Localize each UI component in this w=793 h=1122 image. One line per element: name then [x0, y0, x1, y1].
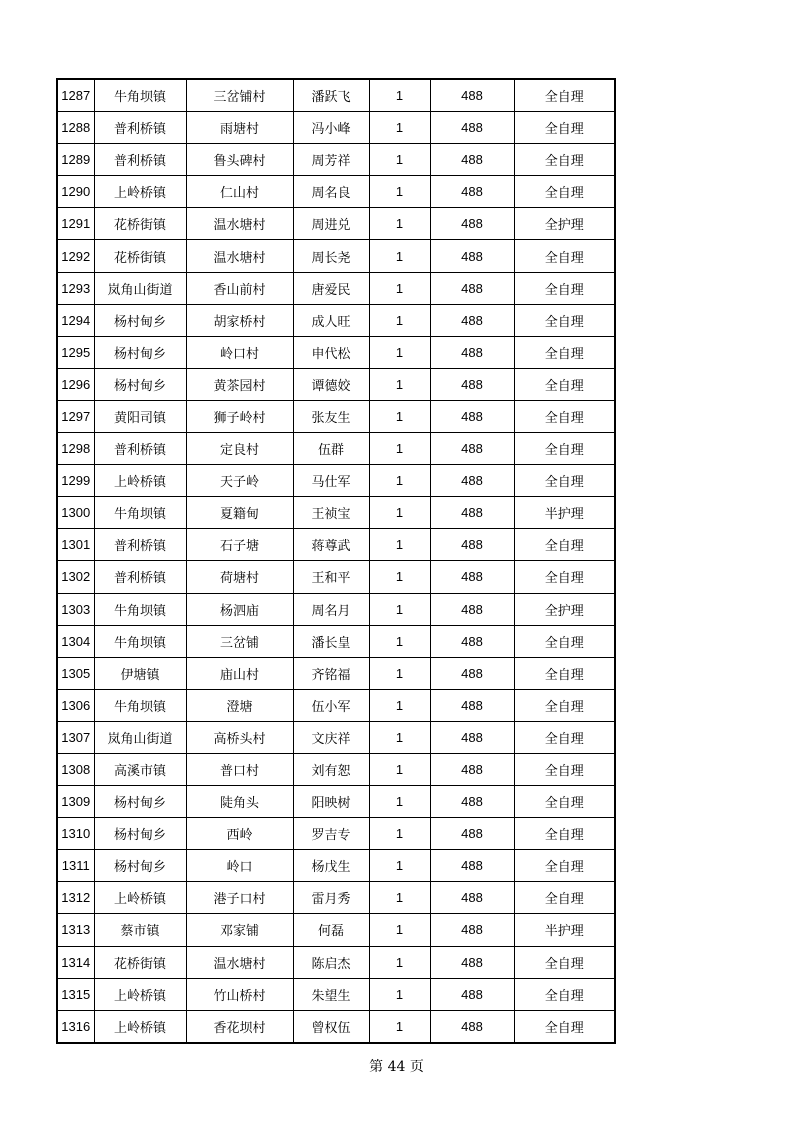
cell-name: 周名良: [293, 176, 369, 208]
cell-count: 1: [369, 625, 430, 657]
table-row: [57, 689, 615, 721]
cell-row-number: 1301: [57, 529, 94, 561]
cell-count: 1: [369, 657, 430, 689]
cell-town: 杨村甸乡: [94, 304, 186, 336]
cell-care-level: 全自理: [514, 144, 615, 176]
cell-village: 澄塘: [186, 689, 293, 721]
cell-village: 西岭: [186, 818, 293, 850]
cell-amount: 488: [430, 753, 514, 785]
table-row: [57, 433, 615, 465]
cell-care-level: 全自理: [514, 786, 615, 818]
cell-amount: 488: [430, 144, 514, 176]
cell-town: 上岭桥镇: [94, 176, 186, 208]
cell-town: 牛角坝镇: [94, 625, 186, 657]
cell-village: 香花坝村: [186, 1010, 293, 1043]
table-body: [57, 79, 615, 1043]
cell-care-level: 半护理: [514, 497, 615, 529]
table-row: [57, 946, 615, 978]
table-row: [57, 400, 615, 432]
cell-count: 1: [369, 721, 430, 753]
cell-village: 岭口村: [186, 336, 293, 368]
cell-care-level: 全自理: [514, 176, 615, 208]
cell-care-level: 全自理: [514, 433, 615, 465]
cell-amount: 488: [430, 433, 514, 465]
cell-count: 1: [369, 240, 430, 272]
cell-town: 上岭桥镇: [94, 882, 186, 914]
cell-care-level: 全自理: [514, 625, 615, 657]
cell-care-level: 全自理: [514, 561, 615, 593]
cell-count: 1: [369, 818, 430, 850]
cell-row-number: 1315: [57, 978, 94, 1010]
table-row: [57, 79, 615, 112]
cell-row-number: 1298: [57, 433, 94, 465]
cell-amount: 488: [430, 946, 514, 978]
table-row: [57, 753, 615, 785]
cell-name: 周长尧: [293, 240, 369, 272]
cell-row-number: 1316: [57, 1010, 94, 1043]
cell-amount: 488: [430, 79, 514, 112]
cell-town: 杨村甸乡: [94, 368, 186, 400]
table-row: [57, 1010, 615, 1043]
cell-village: 定良村: [186, 433, 293, 465]
cell-amount: 488: [430, 882, 514, 914]
table-row: [57, 914, 615, 946]
cell-village: 三岔铺: [186, 625, 293, 657]
cell-village: 胡家桥村: [186, 304, 293, 336]
cell-care-level: 全自理: [514, 304, 615, 336]
cell-village: 夏籍甸: [186, 497, 293, 529]
table-row: [57, 368, 615, 400]
cell-village: 荷塘村: [186, 561, 293, 593]
cell-village: 杨泗庙: [186, 593, 293, 625]
cell-town: 花桥街镇: [94, 946, 186, 978]
table-row: [57, 657, 615, 689]
cell-count: 1: [369, 433, 430, 465]
cell-care-level: 全自理: [514, 657, 615, 689]
cell-care-level: 全自理: [514, 753, 615, 785]
cell-amount: 488: [430, 112, 514, 144]
cell-amount: 488: [430, 529, 514, 561]
cell-village: 鲁头碑村: [186, 144, 293, 176]
cell-name: 何磊: [293, 914, 369, 946]
cell-row-number: 1299: [57, 465, 94, 497]
cell-town: 牛角坝镇: [94, 79, 186, 112]
cell-care-level: 全护理: [514, 208, 615, 240]
table-row: [57, 561, 615, 593]
cell-care-level: 全自理: [514, 529, 615, 561]
cell-row-number: 1300: [57, 497, 94, 529]
cell-name: 申代松: [293, 336, 369, 368]
table-row: [57, 529, 615, 561]
cell-name: 雷月秀: [293, 882, 369, 914]
cell-name: 齐铭福: [293, 657, 369, 689]
table-row: [57, 465, 615, 497]
cell-amount: 488: [430, 176, 514, 208]
cell-name: 成人旺: [293, 304, 369, 336]
cell-town: 杨村甸乡: [94, 850, 186, 882]
cell-village: 港子口村: [186, 882, 293, 914]
cell-amount: 488: [430, 657, 514, 689]
cell-village: 温水塘村: [186, 240, 293, 272]
cell-row-number: 1288: [57, 112, 94, 144]
cell-village: 高桥头村: [186, 721, 293, 753]
cell-amount: 488: [430, 400, 514, 432]
cell-amount: 488: [430, 625, 514, 657]
cell-row-number: 1312: [57, 882, 94, 914]
cell-count: 1: [369, 786, 430, 818]
cell-village: 普口村: [186, 753, 293, 785]
cell-care-level: 全自理: [514, 689, 615, 721]
cell-amount: 488: [430, 818, 514, 850]
cell-name: 罗吉专: [293, 818, 369, 850]
cell-row-number: 1296: [57, 368, 94, 400]
cell-name: 阳映树: [293, 786, 369, 818]
cell-count: 1: [369, 79, 430, 112]
data-table: [56, 78, 616, 1044]
cell-town: 杨村甸乡: [94, 786, 186, 818]
table-row: [57, 304, 615, 336]
cell-town: 普利桥镇: [94, 529, 186, 561]
cell-care-level: 全自理: [514, 882, 615, 914]
cell-town: 杨村甸乡: [94, 336, 186, 368]
cell-amount: 488: [430, 1010, 514, 1043]
cell-count: 1: [369, 978, 430, 1010]
cell-care-level: 全自理: [514, 1010, 615, 1043]
cell-count: 1: [369, 144, 430, 176]
cell-count: 1: [369, 208, 430, 240]
cell-amount: 488: [430, 721, 514, 753]
cell-town: 高溪市镇: [94, 753, 186, 785]
cell-amount: 488: [430, 593, 514, 625]
cell-name: 潘跃飞: [293, 79, 369, 112]
table-row: [57, 625, 615, 657]
cell-care-level: 全自理: [514, 368, 615, 400]
cell-row-number: 1287: [57, 79, 94, 112]
cell-amount: 488: [430, 689, 514, 721]
cell-care-level: 全自理: [514, 818, 615, 850]
cell-count: 1: [369, 112, 430, 144]
table-row: [57, 176, 615, 208]
cell-row-number: 1307: [57, 721, 94, 753]
cell-amount: 488: [430, 786, 514, 818]
cell-row-number: 1310: [57, 818, 94, 850]
cell-amount: 488: [430, 914, 514, 946]
table-row: [57, 786, 615, 818]
cell-count: 1: [369, 336, 430, 368]
cell-town: 普利桥镇: [94, 561, 186, 593]
table-row: [57, 882, 615, 914]
cell-amount: 488: [430, 336, 514, 368]
table-row: [57, 721, 615, 753]
table-row: [57, 112, 615, 144]
cell-care-level: 全自理: [514, 721, 615, 753]
cell-town: 花桥街镇: [94, 208, 186, 240]
cell-row-number: 1302: [57, 561, 94, 593]
cell-village: 黄茶园村: [186, 368, 293, 400]
cell-name: 陈启杰: [293, 946, 369, 978]
cell-count: 1: [369, 753, 430, 785]
cell-village: 香山前村: [186, 272, 293, 304]
cell-row-number: 1291: [57, 208, 94, 240]
cell-town: 上岭桥镇: [94, 978, 186, 1010]
cell-count: 1: [369, 946, 430, 978]
cell-count: 1: [369, 529, 430, 561]
cell-care-level: 全自理: [514, 850, 615, 882]
cell-care-level: 全护理: [514, 593, 615, 625]
cell-name: 伍小军: [293, 689, 369, 721]
cell-name: 文庆祥: [293, 721, 369, 753]
cell-count: 1: [369, 1010, 430, 1043]
cell-town: 上岭桥镇: [94, 1010, 186, 1043]
table-row: [57, 272, 615, 304]
cell-amount: 488: [430, 272, 514, 304]
cell-care-level: 全自理: [514, 465, 615, 497]
cell-count: 1: [369, 914, 430, 946]
cell-row-number: 1306: [57, 689, 94, 721]
cell-row-number: 1313: [57, 914, 94, 946]
cell-name: 唐爱民: [293, 272, 369, 304]
cell-name: 杨戊生: [293, 850, 369, 882]
page-number: 第 44 页: [369, 1059, 424, 1075]
cell-count: 1: [369, 176, 430, 208]
cell-count: 1: [369, 304, 430, 336]
cell-town: 岚角山街道: [94, 721, 186, 753]
table-row: [57, 240, 615, 272]
cell-row-number: 1303: [57, 593, 94, 625]
cell-amount: 488: [430, 368, 514, 400]
cell-village: 竹山桥村: [186, 978, 293, 1010]
cell-town: 牛角坝镇: [94, 497, 186, 529]
cell-row-number: 1292: [57, 240, 94, 272]
cell-village: 邓家铺: [186, 914, 293, 946]
cell-name: 周芳祥: [293, 144, 369, 176]
table-row: [57, 144, 615, 176]
cell-row-number: 1295: [57, 336, 94, 368]
cell-name: 王祯宝: [293, 497, 369, 529]
cell-village: 岭口: [186, 850, 293, 882]
cell-town: 普利桥镇: [94, 112, 186, 144]
cell-name: 蒋尊武: [293, 529, 369, 561]
cell-town: 蔡市镇: [94, 914, 186, 946]
cell-village: 仁山村: [186, 176, 293, 208]
cell-row-number: 1311: [57, 850, 94, 882]
cell-town: 普利桥镇: [94, 433, 186, 465]
cell-count: 1: [369, 368, 430, 400]
cell-name: 马仕军: [293, 465, 369, 497]
cell-village: 雨塘村: [186, 112, 293, 144]
cell-count: 1: [369, 497, 430, 529]
cell-count: 1: [369, 882, 430, 914]
cell-town: 上岭桥镇: [94, 465, 186, 497]
cell-town: 普利桥镇: [94, 144, 186, 176]
cell-village: 天子岭: [186, 465, 293, 497]
table-row: [57, 336, 615, 368]
cell-care-level: 全自理: [514, 946, 615, 978]
cell-name: 张友生: [293, 400, 369, 432]
cell-town: 岚角山街道: [94, 272, 186, 304]
cell-care-level: 全自理: [514, 336, 615, 368]
cell-care-level: 全自理: [514, 400, 615, 432]
cell-care-level: 全自理: [514, 112, 615, 144]
cell-amount: 488: [430, 304, 514, 336]
cell-count: 1: [369, 850, 430, 882]
cell-amount: 488: [430, 497, 514, 529]
table-row: [57, 978, 615, 1010]
cell-name: 曾权伍: [293, 1010, 369, 1043]
cell-count: 1: [369, 689, 430, 721]
cell-town: 黄阳司镇: [94, 400, 186, 432]
cell-row-number: 1304: [57, 625, 94, 657]
table-row: [57, 593, 615, 625]
cell-name: 王和平: [293, 561, 369, 593]
cell-row-number: 1314: [57, 946, 94, 978]
cell-name: 伍群: [293, 433, 369, 465]
cell-town: 花桥街镇: [94, 240, 186, 272]
cell-care-level: 全自理: [514, 978, 615, 1010]
cell-name: 潘长皇: [293, 625, 369, 657]
cell-town: 牛角坝镇: [94, 689, 186, 721]
cell-care-level: 半护理: [514, 914, 615, 946]
cell-row-number: 1290: [57, 176, 94, 208]
cell-village: 陡角头: [186, 786, 293, 818]
cell-row-number: 1305: [57, 657, 94, 689]
cell-village: 三岔铺村: [186, 79, 293, 112]
cell-village: 温水塘村: [186, 208, 293, 240]
cell-village: 温水塘村: [186, 946, 293, 978]
cell-row-number: 1293: [57, 272, 94, 304]
cell-town: 牛角坝镇: [94, 593, 186, 625]
cell-row-number: 1294: [57, 304, 94, 336]
table-row: [57, 818, 615, 850]
cell-count: 1: [369, 465, 430, 497]
cell-name: 朱望生: [293, 978, 369, 1010]
cell-name: 冯小峰: [293, 112, 369, 144]
cell-care-level: 全自理: [514, 272, 615, 304]
cell-village: 狮子岭村: [186, 400, 293, 432]
cell-care-level: 全自理: [514, 240, 615, 272]
cell-village: 石子塘: [186, 529, 293, 561]
cell-amount: 488: [430, 208, 514, 240]
table-row: [57, 850, 615, 882]
cell-count: 1: [369, 272, 430, 304]
cell-row-number: 1308: [57, 753, 94, 785]
cell-amount: 488: [430, 465, 514, 497]
table-row: [57, 497, 615, 529]
cell-row-number: 1309: [57, 786, 94, 818]
cell-amount: 488: [430, 850, 514, 882]
cell-name: 谭德姣: [293, 368, 369, 400]
cell-count: 1: [369, 561, 430, 593]
cell-row-number: 1289: [57, 144, 94, 176]
cell-count: 1: [369, 400, 430, 432]
cell-name: 刘有恕: [293, 753, 369, 785]
cell-amount: 488: [430, 978, 514, 1010]
cell-row-number: 1297: [57, 400, 94, 432]
cell-town: 杨村甸乡: [94, 818, 186, 850]
cell-name: 周进兑: [293, 208, 369, 240]
cell-town: 伊塘镇: [94, 657, 186, 689]
cell-count: 1: [369, 593, 430, 625]
table-row: [57, 208, 615, 240]
cell-amount: 488: [430, 240, 514, 272]
cell-amount: 488: [430, 561, 514, 593]
cell-village: 庙山村: [186, 657, 293, 689]
cell-care-level: 全自理: [514, 79, 615, 112]
cell-name: 周名月: [293, 593, 369, 625]
